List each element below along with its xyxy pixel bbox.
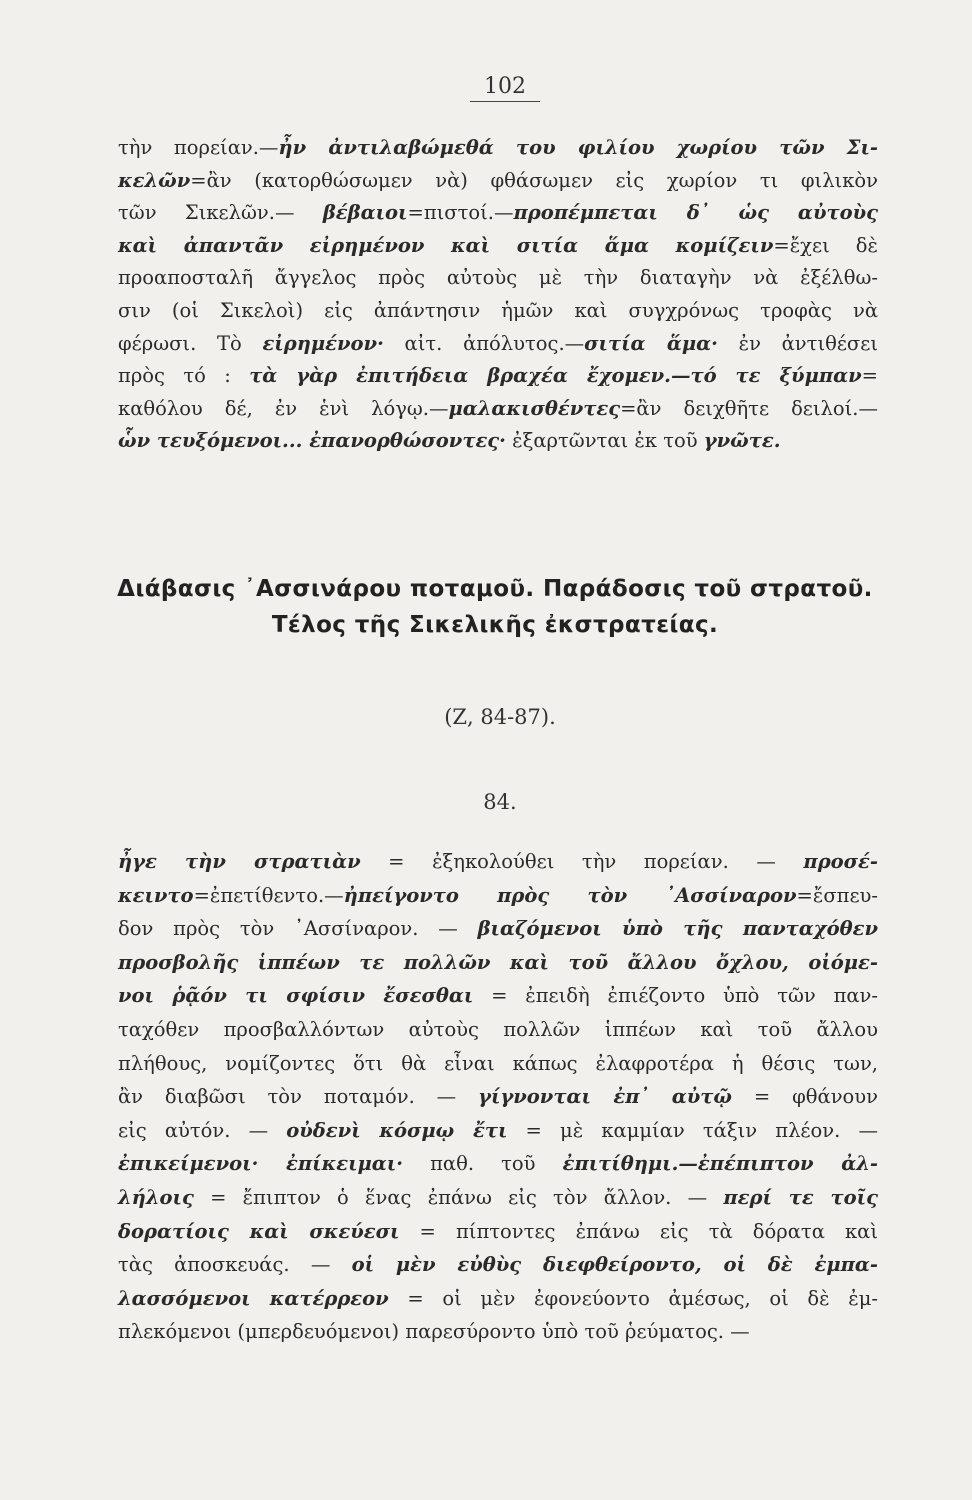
text-line bbox=[118, 197, 878, 230]
text-line bbox=[118, 230, 878, 263]
text-line bbox=[118, 979, 878, 1013]
gloss: = οἱ μὲν ἐφονεύοντο ἀμέσως, οἱ δὲ ἐμ- bbox=[388, 1286, 878, 1310]
gloss: τῶν Σικελῶν.— bbox=[118, 201, 323, 225]
gloss: τὰς ἀποσκευάς. — bbox=[118, 1253, 352, 1277]
text-line bbox=[118, 262, 878, 295]
section-heading-line-1: Διάβασις ᾿Ασσινάρου ποταμοῦ. Παράδοσις τοῦ στρατοῦ. bbox=[117, 576, 873, 602]
lemma: βιαζόμενοι ὑπὸ τῆς πανταχόθεν bbox=[477, 917, 878, 941]
gloss: ταχόθεν προσβαλλόντων αὐτοὺς πολλῶν ἱππέων καὶ τοῦ ἄλλου bbox=[118, 1017, 878, 1041]
text-line bbox=[118, 425, 878, 458]
gloss: προαποσταλῆ ἄγγελος πρὸς αὐτοὺς μὲ τὴν διαταγὴν νὰ ἐξέλθω- bbox=[118, 266, 878, 290]
text-line bbox=[118, 1282, 878, 1316]
commentary-block-1 bbox=[118, 132, 878, 458]
lemma: περί τε τοῖς bbox=[723, 1185, 878, 1209]
lemma: ἦγε τὴν στρατιὰν bbox=[118, 850, 361, 873]
chapter-reference: (Ζ, 84-87). bbox=[444, 705, 556, 729]
section-heading-line-2: Τέλος τῆς Σικελικῆς ἐκστρατείας. bbox=[271, 612, 719, 638]
gloss: = πίπτοντες ἐπάνω εἰς τὰ δόρατα καὶ bbox=[399, 1219, 878, 1243]
lemma: οὐδενὶ κόσμῳ ἔτι bbox=[286, 1118, 508, 1142]
lemma: ἐπικείμενοι· ἐπίκειμαι· bbox=[118, 1152, 404, 1176]
commentary-block-2 bbox=[118, 845, 878, 1349]
gloss: αἰτ. ἀπόλυτος.— bbox=[383, 331, 585, 355]
lemma: κειντο bbox=[118, 883, 194, 907]
gloss: =ἂν δειχθῆτε δειλοί.— bbox=[620, 396, 878, 420]
text-line bbox=[118, 1047, 878, 1081]
lemma: γνῶτε. bbox=[703, 429, 781, 453]
text-line bbox=[118, 393, 878, 426]
text-line bbox=[118, 1315, 878, 1349]
gloss: =ἂν (κατορθώσωμεν νὰ) φθάσωμεν εἰς χωρίον τι φιλικὸν bbox=[190, 168, 878, 192]
text-line bbox=[118, 912, 878, 946]
text-line bbox=[118, 328, 878, 361]
text-line bbox=[118, 1013, 878, 1047]
gloss: ἐξαρτῶνται ἐκ τοῦ bbox=[505, 429, 704, 453]
text-line bbox=[118, 845, 878, 879]
gloss: πλεκόμενοι (μπερδευόμενοι) παρεσύροντο ὑπὸ τοῦ ῥεύματος. — bbox=[118, 1320, 750, 1344]
gloss: = ἐξηκολούθει τὴν πορείαν. — bbox=[360, 850, 804, 873]
gloss: = bbox=[861, 364, 878, 388]
gloss: =ἐπετίθεντο.— bbox=[193, 883, 344, 907]
gloss: =ἔσπευ- bbox=[796, 883, 878, 907]
text-line bbox=[118, 165, 878, 198]
gloss: σιν (οἱ Σικελοὶ) εἰς ἀπάντησιν ἡμῶν καὶ συγχρόνως τροφὰς νὰ bbox=[118, 298, 878, 322]
lemma: γίγνονται ἐπ᾽ αὐτῷ bbox=[478, 1085, 732, 1109]
gloss: = φθάνουν bbox=[731, 1085, 878, 1109]
text-line bbox=[118, 295, 878, 328]
gloss: πλήθους, νομίζοντες ὅτι θὰ εἶναι κάπως ἐλαφροτέρα ἡ θέσις των, bbox=[118, 1051, 878, 1075]
text-line bbox=[118, 1114, 878, 1148]
text-line bbox=[118, 1080, 878, 1114]
gloss: = μὲ καμμίαν τάξιν πλέον. — bbox=[507, 1118, 878, 1142]
text-line bbox=[118, 946, 878, 980]
gloss: = ἐπειδὴ ἐπιέζοντο ὑπὸ τῶν παν- bbox=[473, 984, 878, 1008]
gloss: δον πρὸς τὸν ᾿Ασσίναρον. — bbox=[118, 917, 478, 941]
gloss: τὴν πορείαν.— bbox=[118, 136, 279, 159]
gloss: ἐν ἀντιθέσει bbox=[717, 331, 878, 355]
lemma: προσέ- bbox=[803, 850, 878, 873]
lemma: νοι ῥᾷόν τι σφίσιν ἔσεσθαι bbox=[118, 984, 474, 1008]
gloss: καθόλου δέ, ἐν ἑνὶ λόγῳ.— bbox=[118, 396, 449, 420]
lemma: οἱ μὲν εὐθὺς διεφθείροντο, οἱ δὲ ἐμπα- bbox=[351, 1253, 878, 1277]
gloss: πρὸς τό : bbox=[118, 364, 250, 388]
lemma: λήλοις bbox=[118, 1185, 194, 1209]
section-number: 84. bbox=[483, 790, 517, 814]
lemma: κελῶν bbox=[118, 168, 191, 192]
lemma: προσβολῆς ἱππέων τε πολλῶν καὶ τοῦ ἄλλου ὄχλου, οἰόμε- bbox=[118, 950, 878, 974]
text-line bbox=[118, 879, 878, 913]
gloss: ἂν διαβῶσι τὸν ποταμόν. — bbox=[118, 1085, 479, 1109]
gloss: =ἔχει δὲ bbox=[773, 233, 878, 257]
gloss: φέρωσι. Τὸ bbox=[118, 331, 263, 355]
lemma: σιτία ἅμα· bbox=[584, 331, 718, 355]
page-number: 102 bbox=[470, 74, 540, 102]
gloss: εἰς αὐτόν. — bbox=[118, 1118, 287, 1142]
text-line bbox=[118, 1215, 878, 1249]
lemma: λασσόμενοι κατέρρεον bbox=[118, 1286, 389, 1310]
lemma: εἰρημένον· bbox=[262, 331, 384, 355]
lemma: τὰ γὰρ ἐπιτήδεια βραχέα ἔχομεν.—τό τε ξύμπαν bbox=[249, 364, 862, 388]
lemma: προπέμπεται δ᾽ ὡς αὐτοὺς bbox=[513, 201, 879, 225]
gloss: = ἔπιπτον ὁ ἕνας ἐπάνω εἰς τὸν ἄλλον. — bbox=[193, 1185, 724, 1209]
lemma: καὶ ἀπαντᾶν εἰρημένον καὶ σιτία ἅμα κομίζειν bbox=[118, 233, 774, 257]
lemma: ἠπείγοντο πρὸς τὸν ᾿Ασσίναρον bbox=[343, 883, 797, 907]
gloss: παθ. τοῦ bbox=[403, 1152, 563, 1176]
lemma: μαλακισθέντες bbox=[448, 396, 621, 420]
lemma: ὧν τευξόμενοι... ἐπανορθώσοντες· bbox=[118, 429, 506, 453]
text-line bbox=[118, 1248, 878, 1282]
text-line bbox=[118, 360, 878, 393]
lemma: βέβαιοι bbox=[322, 201, 408, 225]
text-line bbox=[118, 1181, 878, 1215]
text-line bbox=[118, 132, 878, 165]
lemma: ἦν ἀντιλαβώμεθά του φιλίου χωρίου τῶν Σι- bbox=[278, 136, 878, 159]
lemma: δορατίοις καὶ σκεύεσι bbox=[118, 1219, 400, 1243]
text-line bbox=[118, 1147, 878, 1181]
lemma: ἐπιτίθημι.—ἐπέπιπτον ἀλ- bbox=[562, 1152, 878, 1176]
gloss: =πιστοί.— bbox=[407, 201, 514, 225]
